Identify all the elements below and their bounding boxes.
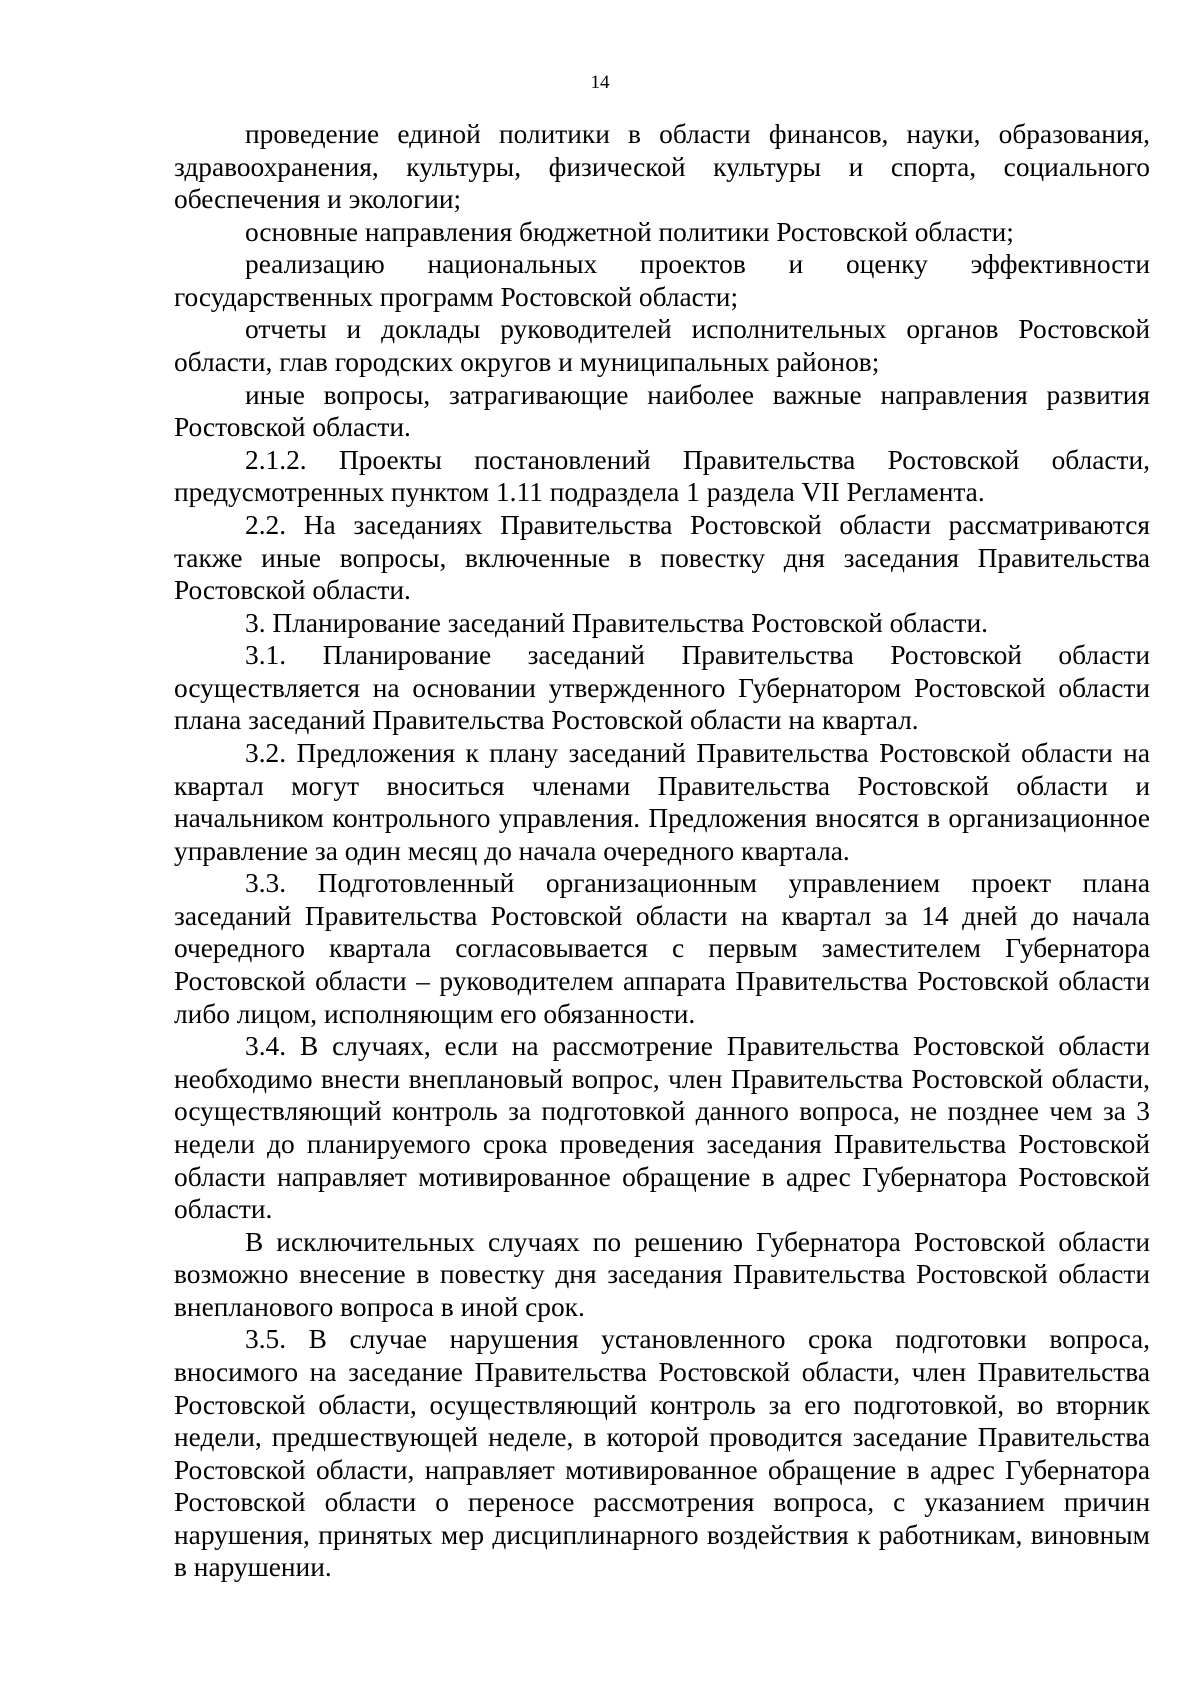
section-heading: 3. Планирование заседаний Правительства Ростовской области. <box>245 607 988 638</box>
paragraph: реализацию национальных проектов и оценку эффективности государственных программ Ростовской области; <box>174 249 1150 312</box>
paragraph: В исключительных случаях по решению Губернатора Ростовской области возможно внесение в повестку дня заседания Правительства Ростовской области внепланового вопроса в иной срок. <box>174 1226 1150 1322</box>
paragraph: 3.2. Предложения к плану заседаний Правительства Ростовской области на квартал могут вноситься членами Правительства Ростовской области и начальником контрольного управления. Предложения вносятся в организационное управление за один месяц до начала очередного квартала. <box>174 737 1150 866</box>
paragraph: проведение единой политики в области финансов, науки, образования, здравоохранения, культуры, физической культуры и спорта, социального обеспечения и экологии; <box>174 119 1150 215</box>
paragraph: иные вопросы, затрагивающие наиболее важные направления развития Ростовской области. <box>174 379 1150 443</box>
page-number: 14 <box>590 72 610 93</box>
document-body <box>174 118 1150 1584</box>
paragraph: 3.4. В случаях, если на рассмотрение Правительства Ростовской области необходимо внести внеплановый вопрос, член Правительства Ростовской области, осуществляющий контроль за подготовкой данного вопроса, не позднее чем за 3 недели до планируемого срока проведения заседания Правительства Ростовской области направляет мотивированное обращение в адрес Губернатора Ростовской области. <box>174 1031 1150 1225</box>
paragraph: 2.1.2. Проекты постановлений Правительства Ростовской области, предусмотренных пунктом 1.11 подраздела 1 раздела VII Регламента. <box>174 444 1150 508</box>
paragraph: отчеты и доклады руководителей исполнительных органов Ростовской области, глав городских округов и муниципальных районов; <box>174 314 1150 378</box>
paragraph: 3.5. В случае нарушения установленного срока подготовки вопроса, вносимого на заседание Правительства Ростовской области, член Правительства Ростовской области, осуществляющий контроль за его подготовкой, во вторник недели, предшествующей неделе, в которой проводится заседание Правительства Ростовской области, направляет мотивированное обращение в адрес Губернатора Ростовской области о переносе рассмотрения вопроса, с указанием причин нарушения, принятых мер дисциплинарного воздействия к работникам, виновным в нарушении. <box>174 1324 1150 1583</box>
paragraph: 3.1. Планирование заседаний Правительства Ростовской области осуществляется на основании утвержденного Губернатором Ростовской области плана заседаний Правительства Ростовской области на квартал. <box>174 640 1150 736</box>
paragraph: основные направления бюджетной политики Ростовской области; <box>245 216 1014 247</box>
paragraph: 3.3. Подготовленный организационным управлением проект плана заседаний Правительства Ростовской области на квартал за 14 дней до начала очередного квартала согласовывается с первым заместителем Губернатора Ростовской области – руководителем аппарата Правительства Ростовской области либо лицом, исполняющим его обязанности. <box>174 868 1150 1029</box>
paragraph: 2.2. На заседаниях Правительства Ростовской области рассматриваются также иные вопросы, включенные в повестку дня заседания Правительства Ростовской области. <box>174 509 1150 606</box>
